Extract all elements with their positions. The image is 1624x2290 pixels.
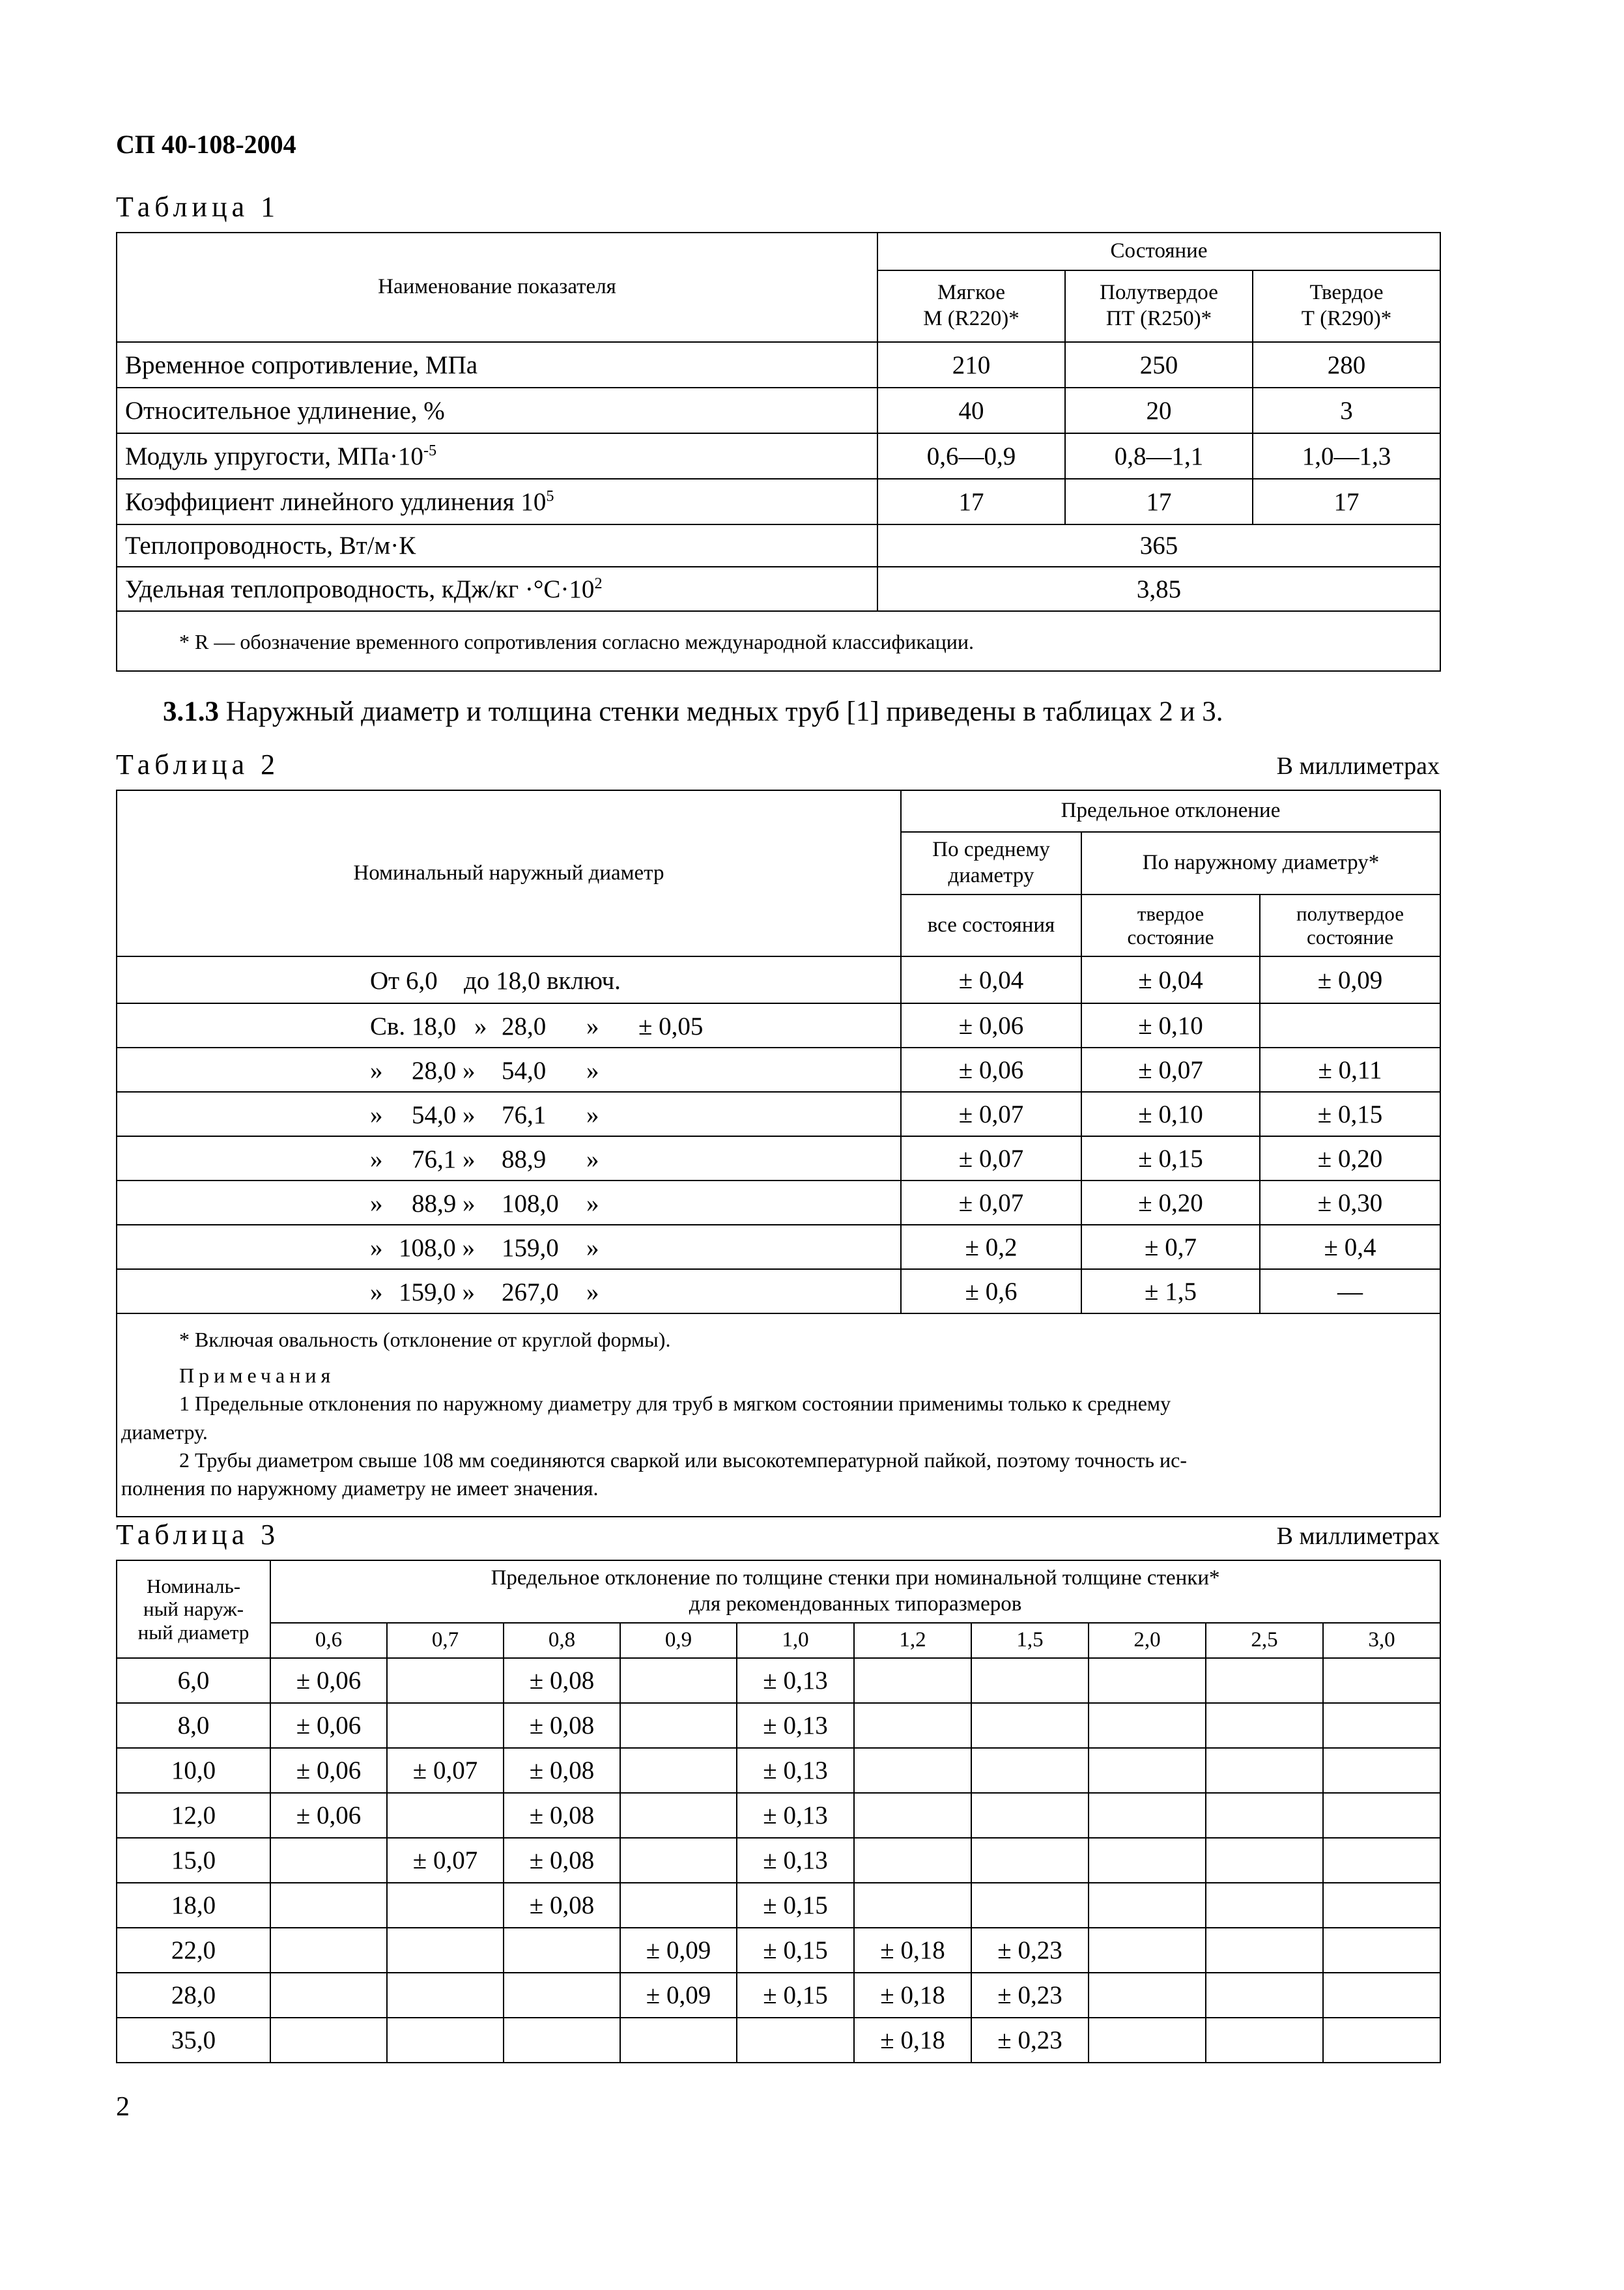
cell bbox=[971, 1793, 1089, 1838]
cell bbox=[1089, 1928, 1206, 1973]
cell: ± 0,10 bbox=[1081, 1003, 1260, 1048]
cell: ± 0,06 bbox=[270, 1703, 387, 1748]
page-number: 2 bbox=[116, 2092, 130, 2122]
cell: 0,8—1,1 bbox=[1065, 433, 1253, 479]
table2-note1-line2: диаметру. bbox=[121, 1420, 208, 1444]
diameter-cell: 10,0 bbox=[117, 1748, 270, 1793]
cell: ± 0,13 bbox=[737, 1748, 854, 1793]
cell: 250 bbox=[1065, 342, 1253, 388]
table-row bbox=[117, 388, 1440, 433]
table1 bbox=[116, 232, 1441, 672]
cell: ± 0,23 bbox=[971, 1928, 1089, 1973]
cell: ± 0,13 bbox=[737, 1703, 854, 1748]
table-row bbox=[117, 1703, 1440, 1748]
thickness-header: 2,0 bbox=[1089, 1623, 1206, 1658]
cell: ± 0,13 bbox=[737, 1838, 854, 1883]
cell bbox=[854, 1883, 971, 1928]
table-row bbox=[117, 2018, 1440, 2063]
cell: ± 0,07 bbox=[387, 1838, 504, 1883]
cell: ± 0,15 bbox=[737, 1928, 854, 1973]
table-row bbox=[117, 1092, 1440, 1136]
thickness-header: 0,9 bbox=[620, 1623, 737, 1658]
table-row bbox=[117, 1269, 1440, 1313]
table-row bbox=[117, 433, 1440, 479]
cell: ± 0,18 bbox=[854, 2018, 971, 2063]
diameter-cell: 18,0 bbox=[117, 1883, 270, 1928]
table-row bbox=[117, 1748, 1440, 1793]
cell bbox=[854, 1838, 971, 1883]
cell: ± 0,06 bbox=[901, 1003, 1081, 1048]
cell bbox=[854, 1703, 971, 1748]
cell bbox=[1089, 2018, 1206, 2063]
cell: ± 0,20 bbox=[1081, 1181, 1260, 1225]
thickness-header: 0,8 bbox=[504, 1623, 620, 1658]
cell: ± 0,06 bbox=[270, 1658, 387, 1703]
table2-note2-line1: 2 Трубы диаметром свыше 108 мм соединяются сваркой или высокотемпературной пайкой, поэтому точность ис- bbox=[179, 1448, 1187, 1472]
cell: ± 0,13 bbox=[737, 1658, 854, 1703]
cell: 1,0—1,3 bbox=[1253, 433, 1440, 479]
cell bbox=[387, 1793, 504, 1838]
cell: ± 0,08 bbox=[504, 1883, 620, 1928]
table-row bbox=[117, 1793, 1440, 1838]
table2-header-semihard: полутвердое состояние bbox=[1260, 895, 1440, 956]
cell: ± 0,15 bbox=[1081, 1136, 1260, 1181]
cell bbox=[620, 1703, 737, 1748]
table2 bbox=[116, 790, 1441, 1517]
cell bbox=[1323, 1793, 1440, 1838]
table2-header-hard: твердое состояние bbox=[1081, 895, 1260, 956]
cell bbox=[620, 1748, 737, 1793]
table-row bbox=[117, 1883, 1440, 1928]
table-row bbox=[117, 1928, 1440, 1973]
cell bbox=[971, 1748, 1089, 1793]
cell: ± 0,23 bbox=[971, 2018, 1089, 2063]
table-row bbox=[117, 524, 1440, 567]
cell: ± 0,06 bbox=[901, 1048, 1081, 1092]
cell bbox=[504, 1973, 620, 2018]
diameter-range: » 108,0 » 159,0 » bbox=[117, 1225, 901, 1269]
cell: 20 bbox=[1065, 388, 1253, 433]
table3-caption: Таблица 3 bbox=[116, 1519, 280, 1551]
cell: ± 0,08 bbox=[504, 1838, 620, 1883]
cell bbox=[1089, 1748, 1206, 1793]
table2-note1-line1: 1 Предельные отклонения по наружному диаметру для труб в мягком состоянии применимы только к среднему bbox=[179, 1392, 1171, 1416]
cell bbox=[1323, 1658, 1440, 1703]
cell bbox=[854, 1793, 971, 1838]
cell bbox=[1089, 1793, 1206, 1838]
table2-notes-title: Примечания bbox=[179, 1364, 335, 1388]
cell: — bbox=[1260, 1269, 1440, 1313]
cell bbox=[854, 1748, 971, 1793]
cell bbox=[1206, 1838, 1323, 1883]
thickness-header: 1,5 bbox=[971, 1623, 1089, 1658]
diameter-range: » 159,0 » 267,0 » bbox=[117, 1269, 901, 1313]
table2-header-diameter: Номинальный наружный диаметр bbox=[117, 790, 901, 956]
cell: ± 0,07 bbox=[901, 1181, 1081, 1225]
diameter-cell: 6,0 bbox=[117, 1658, 270, 1703]
row-label: Модуль упругости, $МПа\cdot 10^{-5}$ bbox=[117, 433, 877, 479]
table3 bbox=[116, 1560, 1441, 2063]
cell bbox=[1323, 1883, 1440, 1928]
cell: ± 0,7 bbox=[1081, 1225, 1260, 1269]
cell-merged: 3,85 bbox=[877, 567, 1440, 611]
document-code: СП 40-108-2004 bbox=[116, 130, 296, 159]
diameter-cell: 8,0 bbox=[117, 1703, 270, 1748]
thickness-header: 1,0 bbox=[737, 1623, 854, 1658]
table-row bbox=[117, 479, 1440, 524]
cell bbox=[854, 1658, 971, 1703]
cell: ± 1,5 bbox=[1081, 1269, 1260, 1313]
row-label: Теплопроводность, Вт/м·К bbox=[117, 524, 877, 567]
diameter-cell: 15,0 bbox=[117, 1838, 270, 1883]
cell: 17 bbox=[877, 479, 1065, 524]
table-row bbox=[117, 956, 1440, 1003]
cell bbox=[971, 1658, 1089, 1703]
cell: 40 bbox=[877, 388, 1065, 433]
cell bbox=[1206, 1928, 1323, 1973]
table2-notes bbox=[117, 1313, 1440, 1517]
row-label: Удельная теплопроводность, $кДж/кг \cdot^\circ С\cdot 10^2$ bbox=[117, 567, 877, 611]
cell: ± 0,2 bbox=[901, 1225, 1081, 1269]
cell bbox=[620, 2018, 737, 2063]
thickness-header: 3,0 bbox=[1323, 1623, 1440, 1658]
cell bbox=[270, 1838, 387, 1883]
diameter-range: Св. 18,0 » 28,0 » ± 0,05 bbox=[117, 1003, 901, 1048]
table3-header-diameter: Номиналь- ный наруж- ный диаметр bbox=[117, 1560, 270, 1658]
table-row bbox=[117, 1136, 1440, 1181]
table-row bbox=[117, 1048, 1440, 1092]
cell: ± 0,06 bbox=[270, 1748, 387, 1793]
cell: ± 0,13 bbox=[737, 1793, 854, 1838]
cell: 3 bbox=[1253, 388, 1440, 433]
cell: 0,6—0,9 bbox=[877, 433, 1065, 479]
diameter-cell: 28,0 bbox=[117, 1973, 270, 2018]
cell: ± 0,09 bbox=[620, 1973, 737, 2018]
cell bbox=[1089, 1658, 1206, 1703]
table3-units: В миллиметрах bbox=[1276, 1523, 1440, 1550]
table-row bbox=[117, 1658, 1440, 1703]
table-row bbox=[117, 1181, 1440, 1225]
cell bbox=[270, 1928, 387, 1973]
cell: ± 0,08 bbox=[504, 1748, 620, 1793]
thickness-header: 1,2 bbox=[854, 1623, 971, 1658]
cell: 210 bbox=[877, 342, 1065, 388]
cell: ± 0,07 bbox=[387, 1748, 504, 1793]
cell: ± 0,08 bbox=[504, 1793, 620, 1838]
cell: 17 bbox=[1253, 479, 1440, 524]
diameter-range: » 54,0 » 76,1 » bbox=[117, 1092, 901, 1136]
table-row bbox=[117, 342, 1440, 388]
cell bbox=[1206, 2018, 1323, 2063]
row-label: Относительное удлинение, % bbox=[117, 388, 877, 433]
cell bbox=[1089, 1883, 1206, 1928]
cell bbox=[387, 1703, 504, 1748]
cell bbox=[1206, 1973, 1323, 2018]
cell: ± 0,23 bbox=[971, 1973, 1089, 2018]
diameter-cell: 12,0 bbox=[117, 1793, 270, 1838]
cell bbox=[737, 2018, 854, 2063]
cell: ± 0,04 bbox=[1081, 956, 1260, 1003]
diameter-range: » 76,1 » 88,9 » bbox=[117, 1136, 901, 1181]
diameter-cell: 22,0 bbox=[117, 1928, 270, 1973]
table2-caption: Таблица 2 bbox=[116, 749, 280, 780]
cell: ± 0,09 bbox=[620, 1928, 737, 1973]
table3-header-deviation: Предельное отклонение по толщине стенки при номинальной толщине стенки* для рекомендованных типоразмеров bbox=[270, 1560, 1440, 1623]
paragraph-3-1-3: 3.1.3 Наружный диаметр и толщина стенки медных труб [1] приведены в таблицах 2 и 3. bbox=[163, 696, 1223, 727]
cell: ± 0,07 bbox=[1081, 1048, 1260, 1092]
table1-header-hard: Твердое Т (R290)* bbox=[1253, 270, 1440, 342]
cell: ± 0,18 bbox=[854, 1973, 971, 2018]
diameter-range: От 6,0 до 18,0 включ. bbox=[117, 956, 901, 1003]
cell bbox=[1323, 2018, 1440, 2063]
cell bbox=[1206, 1883, 1323, 1928]
cell: ± 0,4 bbox=[1260, 1225, 1440, 1269]
cell bbox=[620, 1793, 737, 1838]
cell: ± 0,30 bbox=[1260, 1181, 1440, 1225]
cell bbox=[1323, 1838, 1440, 1883]
cell bbox=[620, 1658, 737, 1703]
cell bbox=[1323, 1748, 1440, 1793]
cell bbox=[504, 2018, 620, 2063]
cell: ± 0,08 bbox=[504, 1703, 620, 1748]
cell: 17 bbox=[1065, 479, 1253, 524]
table3-thickness-row bbox=[117, 1623, 1440, 1658]
table2-note2-line2: полнения по наружному диаметру не имеет значения. bbox=[121, 1476, 599, 1500]
cell bbox=[971, 1883, 1089, 1928]
diameter-cell: 35,0 bbox=[117, 2018, 270, 2063]
cell bbox=[971, 1838, 1089, 1883]
table-row bbox=[117, 1973, 1440, 2018]
row-label: Временное сопротивление, МПа bbox=[117, 342, 877, 388]
cell bbox=[971, 1703, 1089, 1748]
table1-header-indicator: Наименование показателя bbox=[117, 233, 877, 342]
cell bbox=[1089, 1973, 1206, 2018]
table1-header-semihard: Полутвердое ПТ (R250)* bbox=[1065, 270, 1253, 342]
cell: 280 bbox=[1253, 342, 1440, 388]
cell: ± 0,15 bbox=[737, 1883, 854, 1928]
cell: ± 0,15 bbox=[737, 1973, 854, 2018]
cell bbox=[1323, 1703, 1440, 1748]
cell-merged: 365 bbox=[877, 524, 1440, 567]
cell bbox=[1206, 1793, 1323, 1838]
cell: ± 0,20 bbox=[1260, 1136, 1440, 1181]
row-label: Коэффициент линейного удлинения $10^5$ bbox=[117, 479, 877, 524]
cell bbox=[620, 1883, 737, 1928]
cell bbox=[387, 1883, 504, 1928]
table2-units: В миллиметрах bbox=[1276, 752, 1440, 780]
thickness-header: 2,5 bbox=[1206, 1623, 1323, 1658]
cell: ± 0,09 bbox=[1260, 956, 1440, 1003]
cell bbox=[1089, 1703, 1206, 1748]
cell bbox=[1206, 1748, 1323, 1793]
table2-header-deviation: Предельное отклонение bbox=[901, 790, 1440, 832]
cell bbox=[620, 1838, 737, 1883]
cell bbox=[270, 2018, 387, 2063]
cell bbox=[504, 1928, 620, 1973]
cell bbox=[387, 1928, 504, 1973]
thickness-header: 0,6 bbox=[270, 1623, 387, 1658]
cell: ± 0,15 bbox=[1260, 1092, 1440, 1136]
cell bbox=[1206, 1658, 1323, 1703]
cell: ± 0,08 bbox=[504, 1658, 620, 1703]
table1-header-state: Состояние bbox=[877, 233, 1440, 270]
table1-header-soft: Мягкое М (R220)* bbox=[877, 270, 1065, 342]
cell: ± 0,04 bbox=[901, 956, 1081, 1003]
cell bbox=[1206, 1703, 1323, 1748]
thickness-header: 0,7 bbox=[387, 1623, 504, 1658]
table-row bbox=[117, 567, 1440, 611]
cell bbox=[387, 1658, 504, 1703]
cell bbox=[1323, 1973, 1440, 2018]
table2-footnote: * Включая овальность (отклонение от круглой формы). bbox=[179, 1328, 671, 1351]
cell: ± 0,11 bbox=[1260, 1048, 1440, 1092]
diameter-range: » 28,0 » 54,0 » bbox=[117, 1048, 901, 1092]
cell: ± 0,10 bbox=[1081, 1092, 1260, 1136]
cell bbox=[1323, 1928, 1440, 1973]
table1-footnote: * R — обозначение временного сопротивления согласно международной классификации. bbox=[117, 611, 1440, 671]
table-row bbox=[117, 1003, 1440, 1048]
cell bbox=[270, 1973, 387, 2018]
table-row bbox=[117, 1225, 1440, 1269]
cell bbox=[1089, 1838, 1206, 1883]
table2-header-mean: По среднему диаметру bbox=[901, 832, 1081, 895]
cell: ± 0,6 bbox=[901, 1269, 1081, 1313]
table1-caption: Таблица 1 bbox=[116, 191, 280, 223]
table-row bbox=[117, 1838, 1440, 1883]
diameter-range: » 88,9 » 108,0 » bbox=[117, 1181, 901, 1225]
cell: ± 0,07 bbox=[901, 1136, 1081, 1181]
cell: ± 0,07 bbox=[901, 1092, 1081, 1136]
cell bbox=[387, 1973, 504, 2018]
cell: ± 0,06 bbox=[270, 1793, 387, 1838]
cell bbox=[270, 1883, 387, 1928]
cell: ± 0,18 bbox=[854, 1928, 971, 1973]
cell bbox=[1260, 1003, 1440, 1048]
table2-header-all-states: все состояния bbox=[901, 895, 1081, 956]
table2-header-outer: По наружному диаметру* bbox=[1081, 832, 1440, 895]
cell bbox=[387, 2018, 504, 2063]
